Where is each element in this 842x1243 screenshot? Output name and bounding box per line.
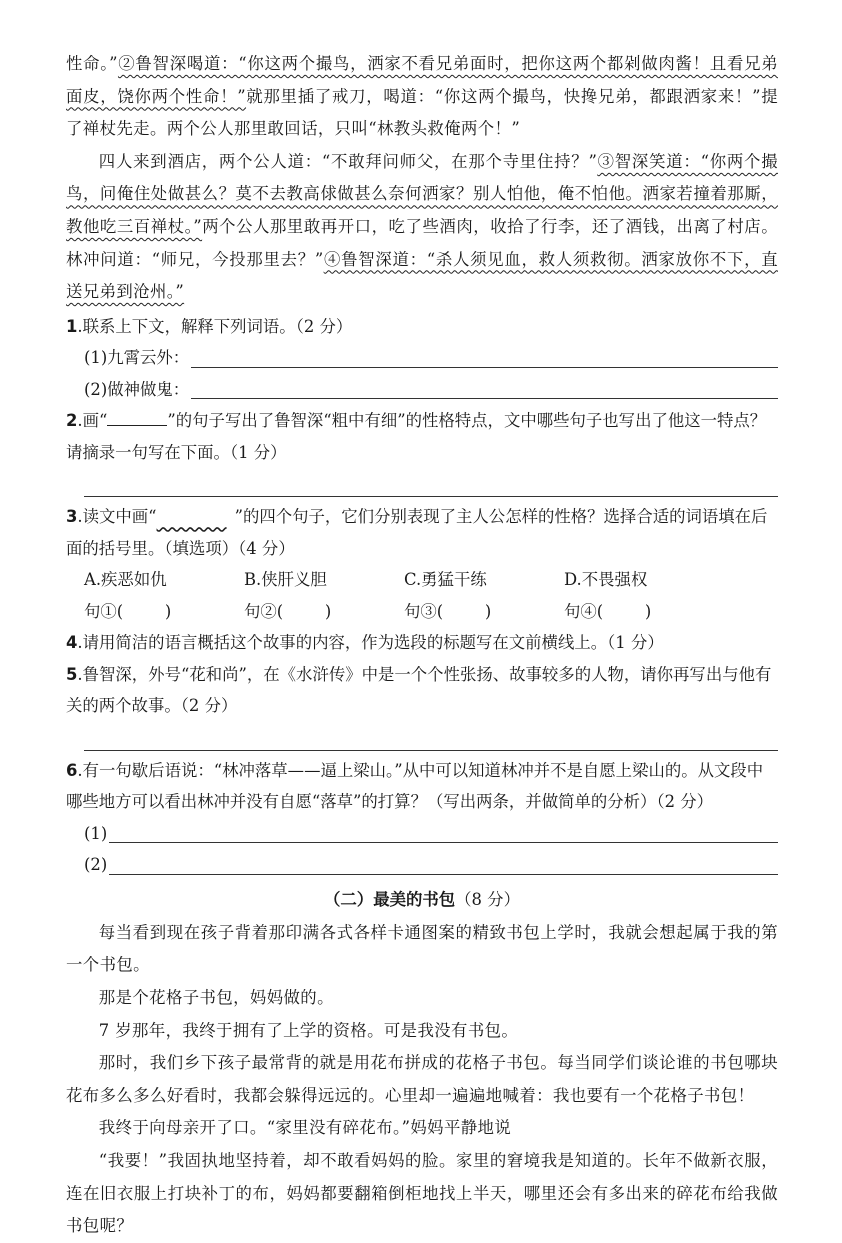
answer-slot-3[interactable]: 句③( )	[404, 601, 492, 621]
question-text: ”的句子写出了鲁智深“粗中有细”的性格特点，文中哪些句子也写出了他这一特点？请摘录一句写在下面。（1 分）	[66, 411, 767, 462]
question-number: 2	[66, 411, 78, 431]
answer-line[interactable]	[191, 376, 778, 399]
answer-slot-2[interactable]: 句②( )	[244, 601, 332, 621]
option-a: A.疾恶如仇	[84, 570, 167, 590]
worksheet-page	[66, 48, 778, 1243]
question-5	[66, 659, 778, 722]
question-3	[66, 501, 778, 564]
answer-line[interactable]	[84, 468, 778, 497]
q1-sub1-label: (1)九霄云外：	[84, 348, 190, 368]
straight-underline-sample	[107, 407, 167, 426]
wavy-sentence-2: ②鲁智深喝道：“你这两个撮鸟，洒家不看兄弟面时，把你这两个都剁做肉酱！且看兄弟面皮，饶你两个性命！”	[66, 54, 778, 106]
question-6	[66, 755, 778, 818]
passage-text: 性命。”	[66, 54, 118, 73]
story-paragraph: 7 岁那年，我终于拥有了上学的资格。可是我没有书包。	[98, 1020, 519, 1040]
option-b: B.侠肝义胆	[244, 570, 327, 590]
story-paragraph: 每当看到现在孩子背着那印满各式各样卡通图案的精致书包上学时，我就会想起属于我的第一个书包。	[66, 922, 778, 975]
question-text: .读文中画“	[77, 507, 157, 527]
q1-sub2-label: (2)做神做鬼：	[84, 379, 190, 399]
q6-sub1-row	[66, 818, 778, 850]
section-2-title	[66, 883, 778, 917]
passage-text: 四人来到酒店，两个公人道：“不敢拜问师父，在那个寺里住持？”	[98, 151, 598, 171]
passage-text: 就那里插了戒刀，喝道：“你这两个撮鸟，快搀兄弟，都跟洒家来！”提了禅杖先走。两个公人那里敢回话，只叫“林教头救俺两个！”	[66, 86, 778, 139]
section-2-points: （8 分）	[455, 889, 520, 909]
option-d: D.不畏强权	[564, 570, 648, 590]
story-paragraph: “我要！”我固执地坚持着，却不敢看妈妈的脸。家里的窘境我是知道的。长年不做新衣服，连在旧衣服上打块补丁的布，妈妈都要翻箱倒柜地找上半天，哪里还会有多出来的碎花布给我做书包呢？	[66, 1150, 778, 1236]
question-text: .请用简洁的语言概括这个故事的内容，作为选段的标题写在文前横线上。（1 分）	[77, 633, 664, 653]
answer-slot-4[interactable]: 句④( )	[564, 601, 652, 621]
question-1	[66, 311, 778, 343]
answer-slot-1[interactable]: 句①( )	[84, 601, 172, 621]
question-number: 3	[66, 507, 78, 527]
question-number: 5	[66, 664, 78, 684]
question-text: .联系上下文，解释下列词语。（2 分）	[77, 316, 353, 336]
question-number: 1	[66, 316, 78, 336]
answer-line[interactable]	[109, 852, 778, 875]
q1-sub1-row	[66, 342, 778, 374]
wavy-sentence-4: ④鲁智深道：“杀人须见血，救人须救彻。洒家放你不下，直送兄弟到沧州。”	[66, 249, 778, 302]
answer-line[interactable]	[191, 345, 778, 368]
q6-sub1-label: (1)	[84, 823, 108, 843]
q3-answer-slots	[66, 596, 778, 628]
q6-sub2-row	[66, 849, 778, 881]
q6-sub2-label: (2)	[84, 855, 108, 875]
question-number: 4	[66, 633, 78, 653]
wavy-sentence-3: ③智深笑道：“你两个撮鸟，问俺住处做甚么？莫不去教高俅做甚么奈何洒家？别人怕他，俺不怕他。洒家若撞着那厮，教他吃三百禅杖。”	[66, 151, 778, 236]
wavy-underline-sample	[157, 501, 235, 515]
option-c: C.勇猛干练	[404, 570, 487, 590]
question-text: .有一句歇后语说：“林冲落草——逼上梁山。”从中可以知道林冲并不是自愿上梁山的。从文段中哪些地方可以看出林冲并没有自愿“落草”的打算？（写出两条，并做简单的分析）（2 分）	[66, 760, 764, 812]
question-text: .画“	[77, 411, 108, 431]
question-text: .鲁智深，外号“花和尚”，在《水浒传》中是一个个性张扬、故事较多的人物，请你再写出与他有关的两个故事。（2 分）	[66, 664, 772, 716]
story-paragraph: 那是个花格子书包，妈妈做的。	[98, 987, 334, 1007]
answer-line[interactable]	[109, 820, 778, 843]
passage-paragraph-1	[66, 48, 778, 146]
passage-text: 两个公人那里敢再开口，吃了些酒肉，收拾了行李，还了酒钱，出离了村店。林冲问道：“师兄，今投那里去？”	[66, 216, 778, 269]
question-number: 6	[66, 760, 78, 780]
q3-options	[66, 564, 778, 596]
question-4	[66, 627, 778, 659]
story-paragraph: 那时，我们乡下孩子最常背的就是用花布拼成的花格子书包。每当同学们谈论谁的书包哪块花布多么多么好看时，我都会躲得远远的。心里却一遍遍地喊着：我也要有一个花格子书包！	[66, 1053, 778, 1105]
passage-paragraph-2	[66, 146, 778, 309]
question-text: ”的四个句子，它们分别表现了主人公怎样的性格？选择合适的词语填在后面的括号里。（填选项）（4 分）	[66, 507, 768, 558]
section-2-title-text: （二）最美的书包	[324, 889, 456, 909]
question-2	[66, 405, 778, 468]
story-paragraph: 我终于向母亲开了口。“家里没有碎花布。”妈妈平静地说	[98, 1118, 512, 1138]
q1-sub2-row	[66, 374, 778, 406]
answer-line[interactable]	[84, 722, 778, 751]
